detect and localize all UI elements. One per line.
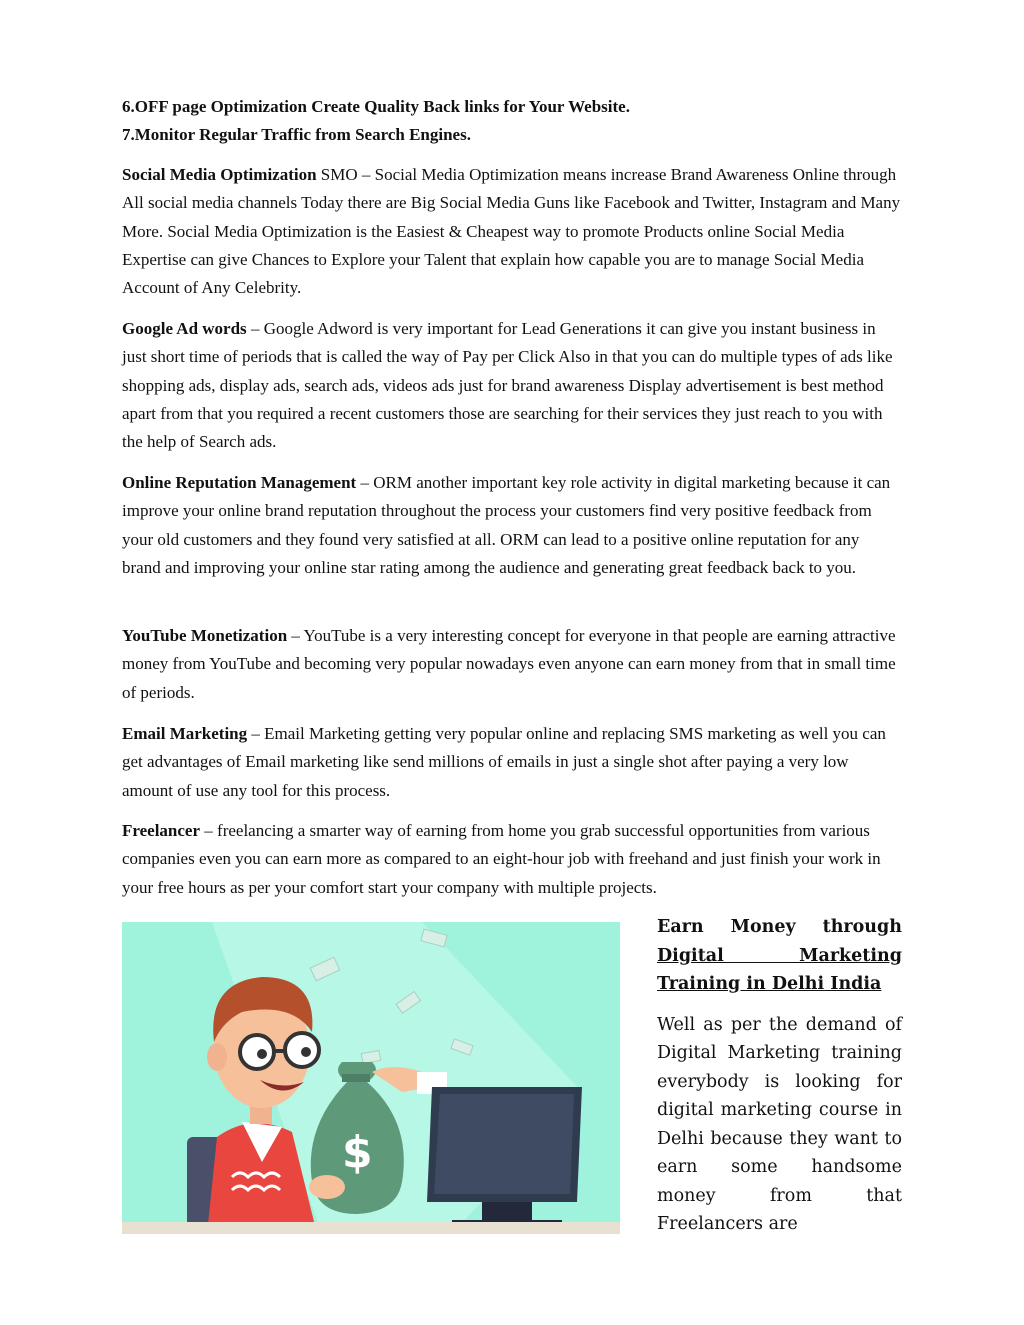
paragraph-text: – Google Adword is very important for Lead Generations it can give you instant business in just short time of periods that is called the way of Pay per Click Also in that you can do multiple types of ads like shopping ads, display ads, search ads, videos ads just for brand awareness Display advertisement is best method apart from that you required a recent customers those are searching for their services they just reach to you with the help of Search ads. [122, 319, 893, 452]
paragraph-heading: Online Reputation Management [122, 473, 357, 492]
side-title [657, 913, 902, 999]
paragraph-text: – YouTube is a very interesting concept for everyone in that people are earning attractive money from YouTube and becoming very popular nowadays even anyone can earn money from that in small time of periods. [122, 626, 896, 702]
paragraph-text: SMO – Social Media Optimization means increase Brand Awareness Online through All social media channels Today there are Big Social Media Guns like Facebook and Twitter, Instagram and Many More. Social Media Optimization is the Easiest & Cheapest way to promote Products online Social Media Expertise can give Chances to Explore your Talent that explain how capable you are to manage Social Media Account of Any Celebrity. [122, 165, 901, 298]
paragraph-social-media-optimization [122, 161, 902, 302]
paragraph-heading: Social Media Optimization [122, 165, 317, 184]
paragraph-freelancer [122, 817, 902, 902]
paragraph-heading: Email Marketing [122, 724, 248, 743]
paragraph-text: – Email Marketing getting very popular online and replacing SMS marketing as well you can get advantages of Email marketing like send millions of emails in just a single shot after paying a very low amount of use any tool for this process. [122, 724, 886, 800]
side-title-line-3: Training in Delhi India [657, 974, 882, 994]
paragraph-email-marketing [122, 720, 902, 805]
freelancer-illustration [122, 922, 620, 1234]
side-title-line-1: Earn Money through [657, 917, 902, 937]
list-item-7: 7.Monitor Regular Traffic from Search Engines. [122, 125, 471, 144]
paragraph-text: – ORM another important key role activity in digital marketing because it can improve your online brand reputation throughout the process your customers find very positive feedback from your old customers and they found very satisfied at all. ORM can lead to a positive online reputation for any brand and improving your online star rating among the audience and generating great feedback back to you. [122, 473, 891, 577]
paragraph-text: – freelancing a smarter way of earning from home you grab successful opportunities from various companies even you can earn more as compared to an eight-hour job with freehand and just finish your work in your free hours as per your comfort start your company with multiple projects. [122, 821, 881, 897]
svg-text:$: $ [342, 1127, 373, 1178]
paragraph-heading: Google Ad words [122, 319, 247, 338]
list-item-6: 6.OFF page Optimization Create Quality Back links for Your Website. [122, 97, 630, 116]
numbered-list [122, 93, 902, 149]
paragraph-heading: YouTube Monetization [122, 626, 288, 645]
side-title-line-2: Digital Marketing [657, 945, 902, 966]
paragraph-youtube-monetization [122, 622, 902, 707]
paragraph-google-ad-words [122, 315, 902, 456]
side-article [657, 913, 902, 1239]
side-body: Well as per the demand of Digital Marketing training everybody is looking for digital marketing course in Delhi because they want to earn some handsome money from that Freelancers are [657, 1014, 902, 1234]
paragraph-heading: Freelancer [122, 821, 201, 840]
paragraph-online-reputation-management [122, 469, 902, 582]
